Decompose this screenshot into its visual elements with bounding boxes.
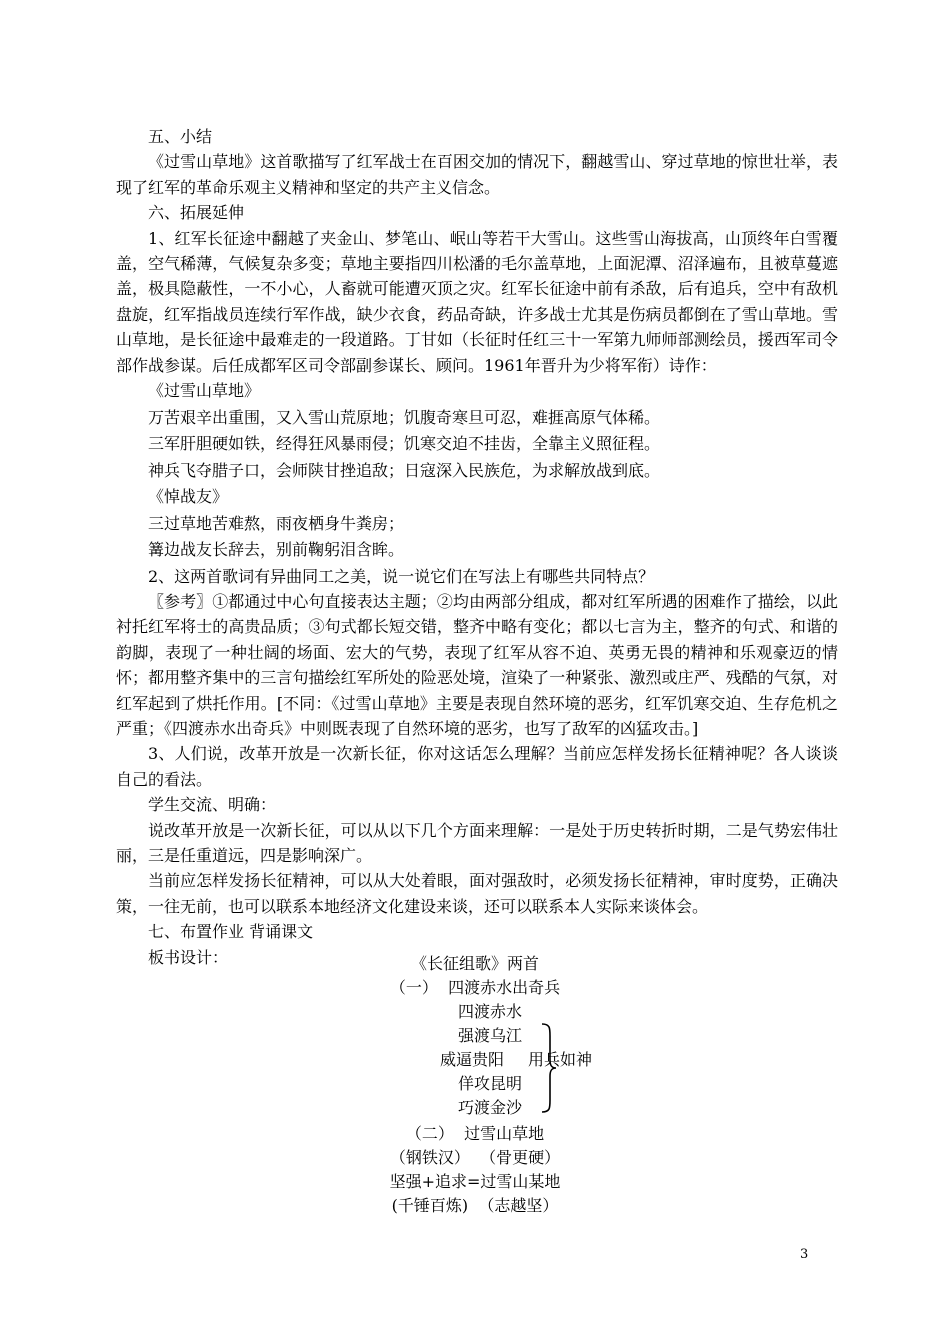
- poem-line: 篝边战友长辞去，别前鞠躬泪含眸。: [148, 540, 405, 560]
- question-paragraph: 2、这两首歌词有异曲同工之美，说一说它们在写法上有哪些共同特点？: [148, 566, 655, 586]
- poem-line: 神兵飞夺腊子口，会师陕甘挫追敌；日寇深入民族危，为求解放战到底。: [148, 460, 661, 480]
- board-item-list: [458, 1000, 618, 1048]
- board-part-two: （二） 过雪山草地: [405, 1124, 545, 1143]
- board-item: 佯攻昆明: [458, 1074, 523, 1093]
- board-item: 威逼贵阳: [440, 1050, 505, 1069]
- discussion-paragraph: 当前应怎样发扬长征精神，可以从大处着眼，面对强敌时，必须发扬长征精神，审时度势，正确决策，一往无前，也可以联系本地经济文化建设来谈，还可以联系本人实际来谈体会。: [116, 871, 838, 916]
- extension-paragraph: 1、红军长征途中翻越了夹金山、梦笔山、岷山等若干大雪山。这些雪山海拔高，山顶终年白雪覆盖，空气稀薄，气候复杂多变；草地主要指四川松潘的毛尔盖草地，上面泥潭、沼泽遍布，且被草蔓遮盖，极具隐蔽性，一不小心，人畜就可能遭灭顶之灾。红军长征途中前有杀敌，后有追兵，空中有敌机盘旋，红军指战员连续行军作战，缺少衣食，药品奇缺，许多战士尤其是伤病员都倒在了雪山草地。雪山草地，是长征途中最难走的一段道路。丁甘如（长征时任红三十一军第九师师部测绘员，援西军司令部作战参谋。后任成都军区司令部副参谋长、顾问。1961年晋升为少将军衔）诗作：: [116, 228, 838, 375]
- section-heading-summary: 五、小结: [148, 127, 213, 146]
- discussion-paragraph: 说改革开放是一次新长征，可以从以下几个方面来理解：一是处于历史转折时期，二是气势宏伟壮丽，三是任重道远，四是影响深广。: [116, 820, 838, 866]
- question-paragraph: 3、人们说，改革开放是一次新长征，你对这话怎么理解？当前应怎样发扬长征精神呢？各人谈谈自己的看法。: [116, 744, 838, 789]
- blackboard-design: [0, 952, 950, 1222]
- discussion-heading: 学生交流、明确：: [148, 795, 277, 815]
- board-design-heading: 板书设计：: [148, 947, 229, 967]
- board-item-list: [458, 1072, 618, 1120]
- page-number: 3: [800, 1247, 809, 1262]
- board-part-one: （一） 四渡赤水出奇兵: [389, 978, 561, 997]
- board-item: 巧渡金沙: [458, 1098, 523, 1117]
- poem-line: 万苦艰辛出重围，又入雪山荒原地；饥腹奇寒旦可忍，难捱高原气体稀。: [148, 407, 661, 427]
- board-title: 《长征组歌》两首: [410, 954, 539, 973]
- poem-line: 三军肝胆硬如铁，经得狂风暴雨侵；饥寒交迫不挂齿，全靠主义照征程。: [148, 434, 661, 454]
- right-brace-icon: [540, 1022, 558, 1114]
- section-heading-extension: 六、拓展延伸: [148, 203, 245, 223]
- board-item: 强渡乌江: [458, 1026, 523, 1045]
- body-text: [116, 124, 838, 970]
- board-row: 坚强+追求=过雪山某地: [389, 1172, 561, 1191]
- poem-line: 三过草地苦难熬，雨夜栖身牛粪房；: [148, 513, 405, 533]
- board-item: 四渡赤水: [458, 1002, 523, 1021]
- board-brace-label: 用兵如神: [528, 1050, 593, 1069]
- summary-paragraph: 《过雪山草地》这首歌描写了红军战士在百困交加的情况下，翻越雪山、穿过草地的惊世壮举，表现了红军的革命乐观主义精神和坚定的共产主义信念。: [116, 152, 838, 197]
- homework-line: 七、布置作业 背诵课文: [148, 922, 314, 942]
- reference-paragraph: 〖参考〗①都通过中心句直接表达主题；②均由两部分组成，都对红军所遇的困难作了描绘，以此衬托红军将士的高贵品质；③句式都长短交错，整齐中略有变化；都以七言为主，整齐的句式、和谐的韵脚，表现了一种壮阔的场面、宏大的气势，表现了红军从容不迫、英勇无畏的精神和乐观豪迈的情怀；都用整齐集中的三言句描绘红军所处的险恶处境，渲染了一种紧张、激烈或庄严、残酷的气氛，对红军起到了烘托作用。[不同：《过雪山草地》主要是表现自然环境的恶劣，红军饥寒交迫、生存危机之严重；《四渡赤水出奇兵》中则既表现了自然环境的恶劣，也写了敌军的凶猛攻击。]: [116, 591, 838, 738]
- board-row: (千锤百炼) （志越坚）: [391, 1196, 559, 1215]
- poem-title: 《悼战友》: [148, 487, 229, 507]
- board-row: （钢铁汉） （骨更硬）: [389, 1148, 561, 1167]
- poem-title: 《过雪山草地》: [148, 381, 261, 401]
